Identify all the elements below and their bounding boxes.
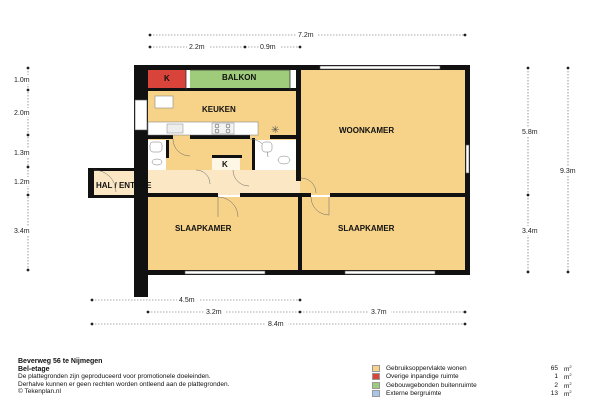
legend-value: 2 bbox=[554, 381, 558, 389]
legend-swatch-storage bbox=[372, 390, 380, 397]
legend-swatch-outdoor bbox=[372, 382, 380, 389]
legend-swatch-other bbox=[372, 373, 380, 380]
room-slaapkamer-2 bbox=[302, 197, 465, 270]
label-k-small: K bbox=[222, 160, 228, 169]
dim-bottom-total: 8.4m bbox=[268, 321, 284, 328]
label-hal: HAL / ENTREE bbox=[96, 181, 152, 190]
legend-value: 1 bbox=[554, 373, 558, 381]
legend-unit: $m^2$ bbox=[564, 372, 572, 382]
label-keuken: KEUKEN bbox=[202, 105, 236, 114]
dim-right-2: 3.4m bbox=[522, 228, 538, 235]
legend-label: Overige inpandige ruimte bbox=[386, 373, 459, 381]
dim-left-1: 1.0m bbox=[14, 77, 30, 84]
legend-unit: $m^2$ bbox=[564, 363, 572, 373]
disclaimer-line-2: Derhalve kunnen er geen rechten worden ontleend aan de plattegronden. bbox=[18, 380, 230, 388]
label-slaapkamer-1: SLAAPKAMER bbox=[175, 224, 232, 233]
heater-icon: ✳ bbox=[271, 125, 280, 136]
address: Beverweg 56 te Nijmegen bbox=[18, 358, 103, 365]
dim-top-balkon-left: 2.2m bbox=[189, 44, 205, 51]
legend-label: Externe bergruimte bbox=[386, 390, 442, 398]
legend-row bbox=[372, 373, 587, 382]
room-bathroom bbox=[255, 140, 298, 170]
legend-unit: $m^2$ bbox=[564, 380, 572, 390]
label-balkon: BALKON bbox=[222, 73, 257, 82]
credit: © Tekenplan.nl bbox=[18, 388, 61, 396]
legend-value: 13 bbox=[550, 390, 558, 398]
legend-label: Gebruiksoppervlakte wonen bbox=[386, 364, 467, 372]
legend bbox=[372, 364, 587, 398]
legend-unit: $m^2$ bbox=[564, 389, 572, 399]
dim-top-total: 7.2m bbox=[298, 32, 314, 39]
floor-name: Bel-etage bbox=[18, 365, 50, 373]
label-k-red: K bbox=[164, 74, 170, 83]
disclaimer-line-1: De plattegronden zijn geproduceerd voor promotionele doeleinden. bbox=[18, 373, 211, 381]
legend-label: Gebouwgebonden buitenruimte bbox=[386, 381, 477, 389]
dim-left-2: 2.0m bbox=[14, 110, 30, 117]
dim-bottom-1: 4.5m bbox=[179, 297, 195, 304]
footer-info bbox=[18, 358, 288, 396]
dim-top-balkon-right: 0.9m bbox=[260, 44, 276, 51]
label-woonkamer: WOONKAMER bbox=[339, 126, 395, 135]
room-slaapkamer-1 bbox=[148, 197, 298, 270]
label-slaapkamer-2: SLAAPKAMER bbox=[338, 224, 395, 233]
legend-row bbox=[372, 364, 587, 373]
dim-bottom-2: 3.2m bbox=[206, 309, 222, 316]
dim-bottom-3: 3.7m bbox=[371, 309, 387, 316]
dim-right-1: 5.8m bbox=[522, 129, 538, 136]
dim-right-total: 9.3m bbox=[560, 168, 576, 175]
legend-value: 65 bbox=[550, 364, 558, 372]
dim-left-3: 1.3m bbox=[14, 150, 30, 157]
legend-row bbox=[372, 381, 587, 390]
dim-left-4: 1.2m bbox=[14, 179, 30, 186]
dim-left-5: 3.4m bbox=[14, 228, 30, 235]
legend-row bbox=[372, 390, 587, 399]
legend-swatch-living bbox=[372, 365, 380, 372]
